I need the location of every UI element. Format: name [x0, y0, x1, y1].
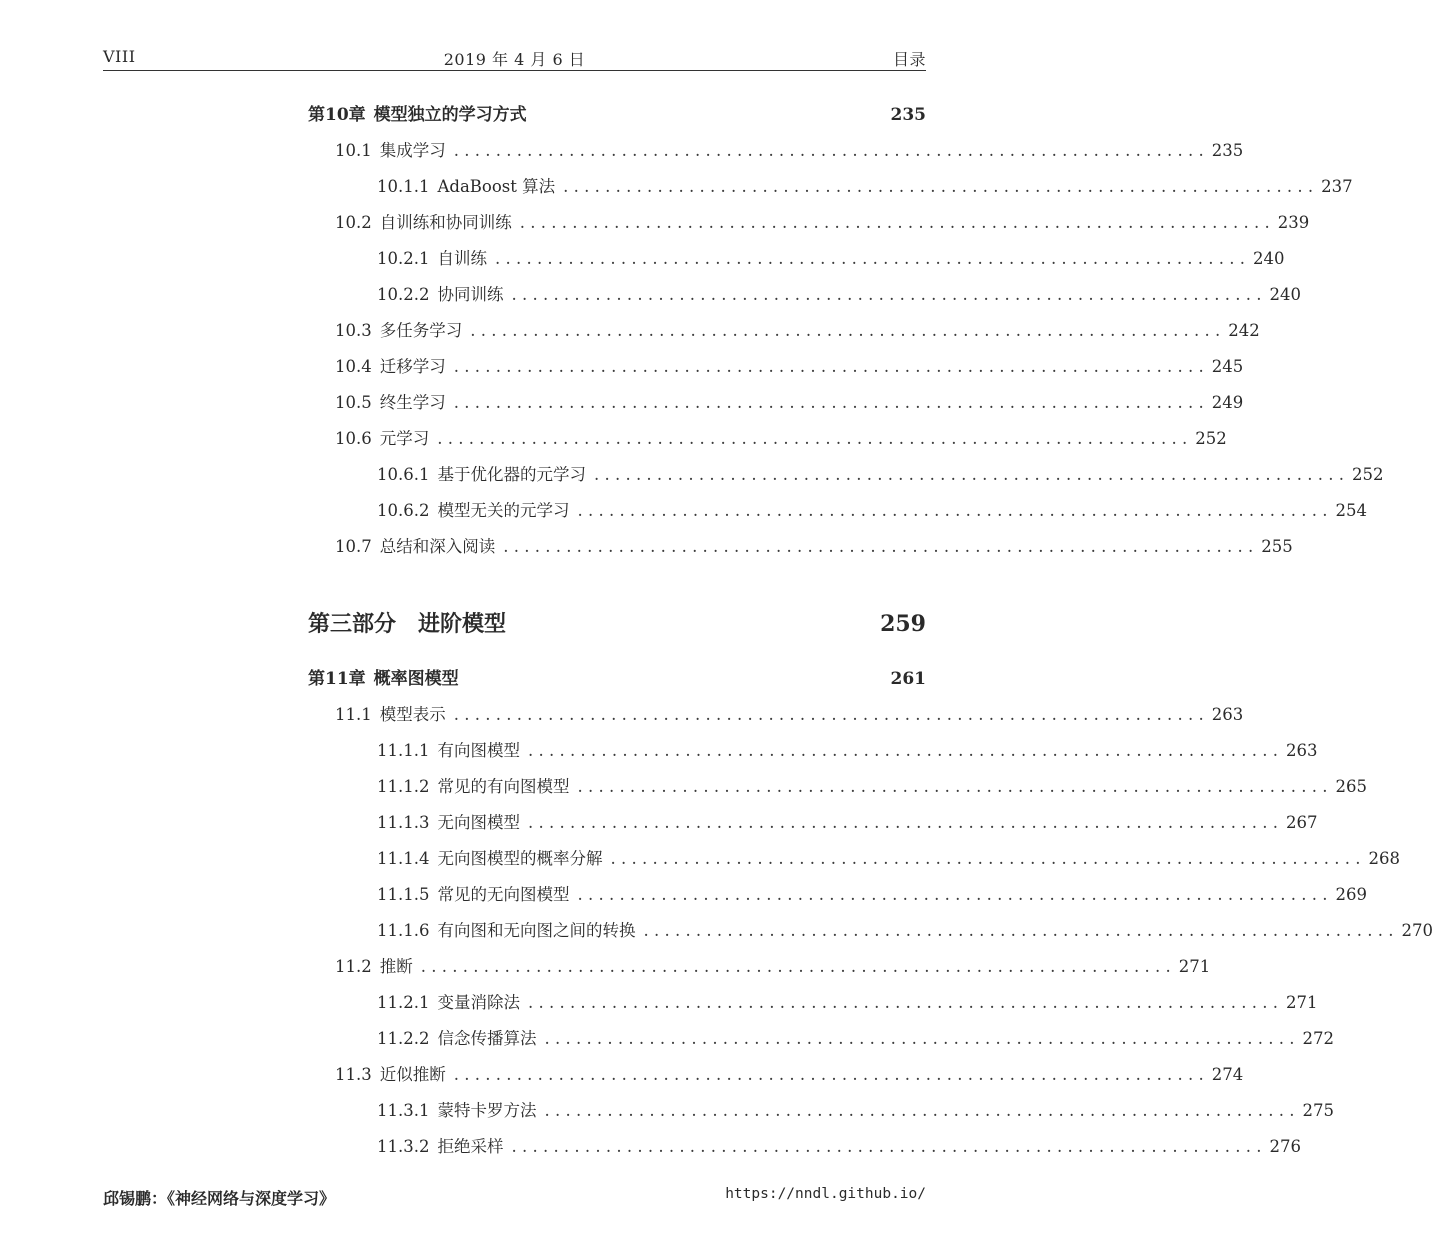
toc-subsection-entry[interactable]: [377, 280, 1302, 310]
toc-entry-number: 11.1.5: [377, 885, 430, 904]
toc-entry-page: 269: [1335, 885, 1368, 904]
toc-entry-page: 240: [1269, 285, 1302, 304]
toc-entry-page: 254: [1335, 501, 1368, 520]
toc-section-entry[interactable]: [335, 700, 1244, 730]
toc-leader-dots: . . . . . . . . . . . . . . . . . . . . . . . . . . . . . . . . . . . . . . . . . . . . . . . . . . . . . . . . . . . . . . . . . . . . . . . .: [519, 213, 1270, 232]
toc-leader-dots: . . . . . . . . . . . . . . . . . . . . . . . . . . . . . . . . . . . . . . . . . . . . . . . . . . . . . . . . . . . . . . . . . . . . . . . .: [503, 537, 1254, 556]
toc-entry-title: 元学习: [379, 429, 430, 448]
toc-entry-page: 245: [1211, 357, 1244, 376]
toc-entry-title: 迁移学习: [379, 357, 446, 376]
toc-chapter-entry[interactable]: [308, 100, 926, 130]
toc-entry-number: 10.5: [335, 393, 372, 412]
toc-entry-number: 第三部分: [308, 611, 397, 637]
toc-leader-dots: . . . . . . . . . . . . . . . . . . . . . . . . . . . . . . . . . . . . . . . . . . . . . . . . . . . . . . . . . . . . . . . . . . . . . . . .: [453, 1065, 1204, 1084]
toc-entry-page: 235: [1211, 141, 1244, 160]
toc-entry-number: 10.1.1: [377, 177, 430, 196]
toc-section-entry[interactable]: [335, 532, 1293, 562]
toc-entry-page: 274: [1211, 1065, 1244, 1084]
toc-entry-title: 常见的无向图模型: [437, 885, 570, 904]
toc-entry-page: 271: [1178, 957, 1211, 976]
toc-subsection-entry[interactable]: [377, 736, 1318, 766]
toc-chapter-entry[interactable]: [308, 664, 926, 694]
toc-section-entry[interactable]: [335, 952, 1211, 982]
toc-entry-page: 239: [1277, 213, 1310, 232]
toc-entry-page: 263: [1211, 705, 1244, 724]
toc-leader-dots: . . . . . . . . . . . . . . . . . . . . . . . . . . . . . . . . . . . . . . . . . . . . . . . . . . . . . . . . . . . . . . . . . . . . . . . .: [470, 321, 1221, 340]
toc-subsection-entry[interactable]: [377, 1096, 1335, 1126]
header-date: 2019 年 4 月 6 日: [443, 50, 586, 69]
toc-entry-title: 无向图模型的概率分解: [437, 849, 603, 868]
toc-entry-number: 11.3.2: [377, 1137, 430, 1156]
toc-subsection-entry[interactable]: [377, 772, 1368, 802]
toc-entry-page: 267: [1286, 813, 1318, 832]
toc-subsection-entry[interactable]: [377, 916, 1433, 946]
toc-entry-page: 268: [1368, 849, 1401, 868]
toc-entry-title: 拒绝采样: [437, 1137, 504, 1156]
toc-entry-number: 11.1.1: [377, 741, 430, 760]
toc-entry-title: 自训练: [437, 249, 487, 268]
toc-leader-dots: . . . . . . . . . . . . . . . . . . . . . . . . . . . . . . . . . . . . . . . . . . . . . . . . . . . . . . . . . . . . . . . . . . . . . . . .: [453, 357, 1204, 376]
toc-leader-dots: . . . . . . . . . . . . . . . . . . . . . . . . . . . . . . . . . . . . . . . . . . . . . . . . . . . . . . . . . . . . . . . . . . . . . . . .: [527, 993, 1279, 1012]
toc-entry-title: 近似推断: [379, 1065, 446, 1084]
toc-subsection-entry[interactable]: [377, 880, 1368, 910]
toc-entry-title: 无向图模型: [437, 813, 520, 832]
toc-entry-title: 变量消除法: [437, 993, 520, 1012]
toc-leader-dots: . . . . . . . . . . . . . . . . . . . . . . . . . . . . . . . . . . . . . . . . . . . . . . . . . . . . . . . . . . . . . . . . . . . . . . . .: [577, 885, 1328, 904]
toc-section-entry[interactable]: [335, 316, 1260, 346]
toc-entry-number: 11.1.3: [377, 813, 430, 832]
toc-entry-page: 240: [1253, 249, 1285, 268]
toc-subsection-entry[interactable]: [377, 244, 1285, 274]
toc-entry-number: 第10章: [308, 105, 366, 125]
toc-section-entry[interactable]: [335, 424, 1227, 454]
toc-subsection-entry[interactable]: [377, 844, 1401, 874]
toc-entry-title: 自训练和协同训练: [379, 213, 512, 232]
toc-entry-title: AdaBoost 算法: [437, 177, 556, 196]
toc-entry-page: 271: [1286, 993, 1318, 1012]
toc-entry-title: 概率图模型: [373, 669, 459, 689]
footer-url-link[interactable]: https://nndl.github.io/: [725, 1186, 926, 1202]
page-number: VIII: [103, 47, 136, 66]
toc-entry-page: 252: [1352, 465, 1384, 484]
toc-entry-number: 11.1.2: [377, 777, 430, 796]
toc-entry-number: 10.4: [335, 357, 372, 376]
toc-entry-title: 进阶模型: [418, 611, 507, 637]
toc-entry-title: 基于优化器的元学习: [437, 465, 586, 484]
toc-entry-title: 蒙特卡罗方法: [437, 1101, 537, 1120]
toc-entry-number: 11.1.6: [377, 921, 430, 940]
toc-entry-number: 10.6: [335, 429, 372, 448]
toc-entry-page: 259: [880, 611, 926, 637]
toc-leader-dots: . . . . . . . . . . . . . . . . . . . . . . . . . . . . . . . . . . . . . . . . . . . . . . . . . . . . . . . . . . . . . . . . . . . . . . . .: [643, 921, 1394, 940]
toc-entry-title: 模型表示: [379, 705, 446, 724]
toc-subsection-entry[interactable]: [377, 1132, 1302, 1162]
toc-entry-number: 11.3.1: [377, 1101, 430, 1120]
toc-entry-number: 第11章: [308, 669, 366, 689]
toc-section-entry[interactable]: [335, 1060, 1244, 1090]
toc-entry-page: 255: [1261, 537, 1293, 556]
toc-entry-number: 10.6.2: [377, 501, 430, 520]
toc-entry-title: 集成学习: [379, 141, 446, 160]
toc-leader-dots: . . . . . . . . . . . . . . . . . . . . . . . . . . . . . . . . . . . . . . . . . . . . . . . . . . . . . . . . . . . . . . . . . . . . . . . .: [527, 813, 1279, 832]
toc-entry-number: 10.6.1: [377, 465, 430, 484]
toc-entry-number: 11.1.4: [377, 849, 430, 868]
toc-leader-dots: . . . . . . . . . . . . . . . . . . . . . . . . . . . . . . . . . . . . . . . . . . . . . . . . . . . . . . . . . . . . . . . . . . . . . . . .: [527, 741, 1279, 760]
toc-entry-number: 10.2.1: [377, 249, 430, 268]
toc-entry-number: 11.2.2: [377, 1029, 430, 1048]
toc-leader-dots: . . . . . . . . . . . . . . . . . . . . . . . . . . . . . . . . . . . . . . . . . . . . . . . . . . . . . . . . . . . . . . . . . . . . . . . .: [511, 285, 1262, 304]
toc-entry-page: 237: [1321, 177, 1353, 196]
toc-subsection-entry[interactable]: [377, 988, 1318, 1018]
toc-entry-page: 270: [1401, 921, 1433, 940]
toc-entry-number: 10.2: [335, 213, 372, 232]
toc-entry-page: 252: [1195, 429, 1227, 448]
toc-entry-page: 249: [1211, 393, 1244, 412]
toc-entry-page: 265: [1335, 777, 1368, 796]
toc-entry-page: 263: [1286, 741, 1318, 760]
toc-entry-title: 协同训练: [437, 285, 504, 304]
toc-entry-title: 有向图模型: [437, 741, 520, 760]
toc-entry-number: 10.1: [335, 141, 372, 160]
toc-entry-title: 常见的有向图模型: [437, 777, 570, 796]
toc-leader-dots: . . . . . . . . . . . . . . . . . . . . . . . . . . . . . . . . . . . . . . . . . . . . . . . . . . . . . . . . . . . . . . . . . . . . . . . .: [511, 1137, 1262, 1156]
toc-leader-dots: . . . . . . . . . . . . . . . . . . . . . . . . . . . . . . . . . . . . . . . . . . . . . . . . . . . . . . . . . . . . . . . . . . . . . . . .: [563, 177, 1314, 196]
toc-entry-number: 11.3: [335, 1065, 372, 1084]
toc-entry-page: 276: [1269, 1137, 1302, 1156]
toc-leader-dots: . . . . . . . . . . . . . . . . . . . . . . . . . . . . . . . . . . . . . . . . . . . . . . . . . . . . . . . . . . . . . . . . . . . . . . . .: [420, 957, 1171, 976]
toc-entry-title: 终生学习: [379, 393, 446, 412]
toc-subsection-entry[interactable]: [377, 808, 1318, 838]
toc-leader-dots: . . . . . . . . . . . . . . . . . . . . . . . . . . . . . . . . . . . . . . . . . . . . . . . . . . . . . . . . . . . . . . . . . . . . . . . .: [453, 705, 1204, 724]
toc-entry-number: 11.2: [335, 957, 372, 976]
page-footer: [103, 1186, 926, 1210]
toc-leader-dots: . . . . . . . . . . . . . . . . . . . . . . . . . . . . . . . . . . . . . . . . . . . . . . . . . . . . . . . . . . . . . . . . . . . . . . . .: [544, 1029, 1295, 1048]
toc-subsection-entry[interactable]: [377, 460, 1384, 490]
toc-subsection-entry[interactable]: [377, 1024, 1335, 1054]
toc-leader-dots: . . . . . . . . . . . . . . . . . . . . . . . . . . . . . . . . . . . . . . . . . . . . . . . . . . . . . . . . . . . . . . . . . . . . . . . .: [593, 465, 1345, 484]
toc-leader-dots: . . . . . . . . . . . . . . . . . . . . . . . . . . . . . . . . . . . . . . . . . . . . . . . . . . . . . . . . . . . . . . . . . . . . . . . .: [577, 501, 1328, 520]
toc-entry-page: 272: [1302, 1029, 1335, 1048]
header-section-title: 目录: [892, 50, 926, 69]
toc-entry-title: 信念传播算法: [437, 1029, 537, 1048]
toc-section-entry[interactable]: [335, 208, 1310, 238]
toc-entry-title: 推断: [379, 957, 413, 976]
toc-entry-title: 总结和深入阅读: [379, 537, 496, 556]
toc-leader-dots: . . . . . . . . . . . . . . . . . . . . . . . . . . . . . . . . . . . . . . . . . . . . . . . . . . . . . . . . . . . . . . . . . . . . . . . .: [494, 249, 1246, 268]
toc-entry-number: 10.2.2: [377, 285, 430, 304]
toc-leader-dots: . . . . . . . . . . . . . . . . . . . . . . . . . . . . . . . . . . . . . . . . . . . . . . . . . . . . . . . . . . . . . . . . . . . . . . . .: [453, 393, 1204, 412]
toc-entry-number: 11.1: [335, 705, 372, 724]
toc-entry-page: 242: [1228, 321, 1260, 340]
footer-author-book: 邱锡鹏：《神经网络与深度学习》: [103, 1189, 336, 1208]
toc-leader-dots: . . . . . . . . . . . . . . . . . . . . . . . . . . . . . . . . . . . . . . . . . . . . . . . . . . . . . . . . . . . . . . . . . . . . . . . .: [437, 429, 1188, 448]
toc-part-entry[interactable]: [308, 604, 926, 644]
toc-subsection-entry[interactable]: [377, 172, 1353, 202]
toc-entry-page: 275: [1302, 1101, 1335, 1120]
toc-leader-dots: . . . . . . . . . . . . . . . . . . . . . . . . . . . . . . . . . . . . . . . . . . . . . . . . . . . . . . . . . . . . . . . . . . . . . . . .: [610, 849, 1361, 868]
toc-section-entry[interactable]: [335, 352, 1244, 382]
toc-entry-title: 有向图和无向图之间的转换: [437, 921, 636, 940]
toc-entry-page: 261: [890, 669, 926, 689]
toc-entry-number: 10.7: [335, 537, 372, 556]
toc-entry-page: 235: [890, 105, 926, 125]
toc-entry-title: 模型无关的元学习: [437, 501, 570, 520]
toc-leader-dots: . . . . . . . . . . . . . . . . . . . . . . . . . . . . . . . . . . . . . . . . . . . . . . . . . . . . . . . . . . . . . . . . . . . . . . . .: [544, 1101, 1295, 1120]
toc-entry-number: 10.3: [335, 321, 372, 340]
toc-entry-title: 多任务学习: [379, 321, 463, 340]
toc-leader-dots: . . . . . . . . . . . . . . . . . . . . . . . . . . . . . . . . . . . . . . . . . . . . . . . . . . . . . . . . . . . . . . . . . . . . . . . .: [577, 777, 1328, 796]
toc-subsection-entry[interactable]: [377, 496, 1368, 526]
toc-entry-number: 11.2.1: [377, 993, 430, 1012]
toc-section-entry[interactable]: [335, 388, 1244, 418]
toc-leader-dots: . . . . . . . . . . . . . . . . . . . . . . . . . . . . . . . . . . . . . . . . . . . . . . . . . . . . . . . . . . . . . . . . . . . . . . . .: [453, 141, 1204, 160]
toc-entry-title: 模型独立的学习方式: [373, 105, 527, 125]
toc-section-entry[interactable]: [335, 136, 1244, 166]
